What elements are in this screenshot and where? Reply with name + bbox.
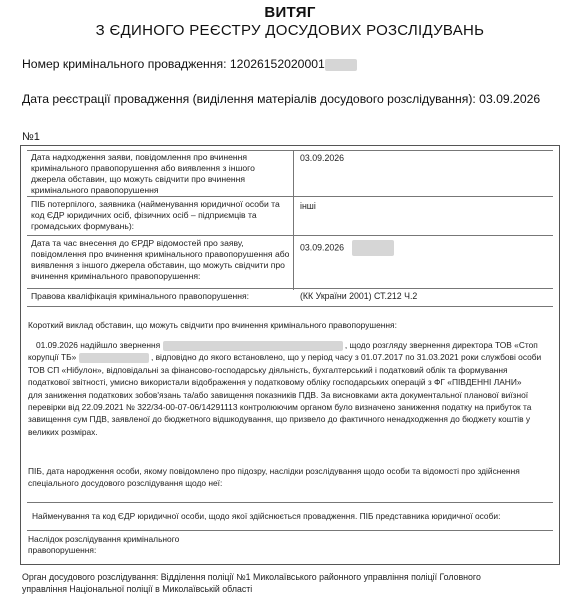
document-title: ВИТЯГ bbox=[264, 4, 316, 21]
table-divider bbox=[27, 150, 553, 151]
entry-number: №1 bbox=[22, 131, 40, 143]
redaction-block bbox=[163, 341, 343, 351]
redaction-block bbox=[325, 59, 357, 71]
table-divider bbox=[27, 235, 553, 236]
outcome-label: Наслідок розслідування кримінального правопорушення: bbox=[28, 534, 180, 555]
table-divider bbox=[27, 196, 553, 197]
registration-date-line: Дата реєстрації провадження (виділення матеріалів досудового розслідування): 03.09.2026 bbox=[22, 92, 541, 106]
suspect-section-label: ПІБ, дата народження особи, якому повідомлено про підозру, наслідки розслідування щодо особи та відомості про здійснення спеціального досудового розслідування щодо неї: bbox=[28, 466, 520, 489]
case-number-line bbox=[22, 57, 357, 71]
field-value-erdr-date: 03.09.2026 bbox=[300, 240, 394, 256]
document-subtitle: З ЄДИНОГО РЕЄСТРУ ДОСУДОВИХ РОЗСЛІДУВАНЬ bbox=[95, 22, 485, 39]
table-divider bbox=[27, 288, 553, 289]
field-value-qualification: (КК України 2001) СТ.212 Ч.2 bbox=[300, 291, 418, 301]
investigation-authority: Орган досудового розслідування: Відділення поліції №1 Миколаївського районного управління поліції Головного управління Національної поліції в Миколаївській області bbox=[22, 572, 481, 594]
summary-text: 01.09.2026 надійшло звернення , щодо розгляду звернення директора ТОВ «Стоп корупції ТБ» , відповідно до якого встановлено, що у період часу з 01.07.2017 по 31.03.2021 роки службові особи ТОВ СП «Нібулон», відповідальні за фінансово-господарську діяльність, бухгалтерський і податковий облік та формування податкової звітності, умисно використали відображення у податковому обліку господарських операцій з ФГ «ПІВДЕННІ ЛАНИ» для заниження податкових зобов'язань та/або завищення показників ПДВ. За висновками акта документальної планової виїзної перевірки від 22.09.2021 № 322/34-00-07-06/14291113 контролюючим органом було визначено заниження податку на прибуток та завищення сум ПДВ, заявленої до бюджетного відшкодування, що призвело до фактичного ненадходження до бюджету коштів у великих розмірах. bbox=[28, 340, 542, 437]
redaction-block bbox=[79, 353, 149, 363]
field-label-victim: ПІБ потерпілого, заявника (найменування юридичної особи та код ЄДР юридичних осіб, фізичних осіб – підприємців та громадських формувань): bbox=[31, 199, 280, 231]
field-label-qualification: Правова кваліфікація кримінального правопорушення: bbox=[31, 291, 250, 301]
table-divider bbox=[27, 306, 553, 307]
field-label-erdr-date: Дата та час внесення до ЄРДР відомостей про заяву, повідомлення про вчинення кримінального правопорушення або виявлення з іншого джерела обставин, що можуть свідчити про вчинення кримінального правопорушення: bbox=[31, 238, 290, 281]
case-number-label: Номер кримінального провадження: bbox=[22, 57, 227, 71]
legal-entity-label: Найменування та код ЄДР юридичної особи, щодо якої здійснюється провадження. ПІБ представника юридичної особи: bbox=[32, 511, 501, 521]
table-divider bbox=[27, 530, 553, 531]
field-value-victim: інші bbox=[300, 201, 316, 211]
field-label-receipt-date: Дата надходження заяви, повідомлення про вчинення кримінального правопорушення або виявлення з іншого джерела обставин, що можуть свідчити про вчинення кримінального правопорушення bbox=[31, 152, 255, 195]
table-column-divider bbox=[293, 150, 294, 290]
redaction-block bbox=[352, 240, 394, 256]
summary-label: Короткий виклад обставин, що можуть свідчити про вчинення кримінального правопорушення: bbox=[28, 320, 397, 330]
case-number-value: 12026152020001 bbox=[229, 57, 325, 71]
field-value-receipt-date: 03.09.2026 bbox=[300, 153, 345, 163]
table-divider bbox=[27, 502, 553, 503]
